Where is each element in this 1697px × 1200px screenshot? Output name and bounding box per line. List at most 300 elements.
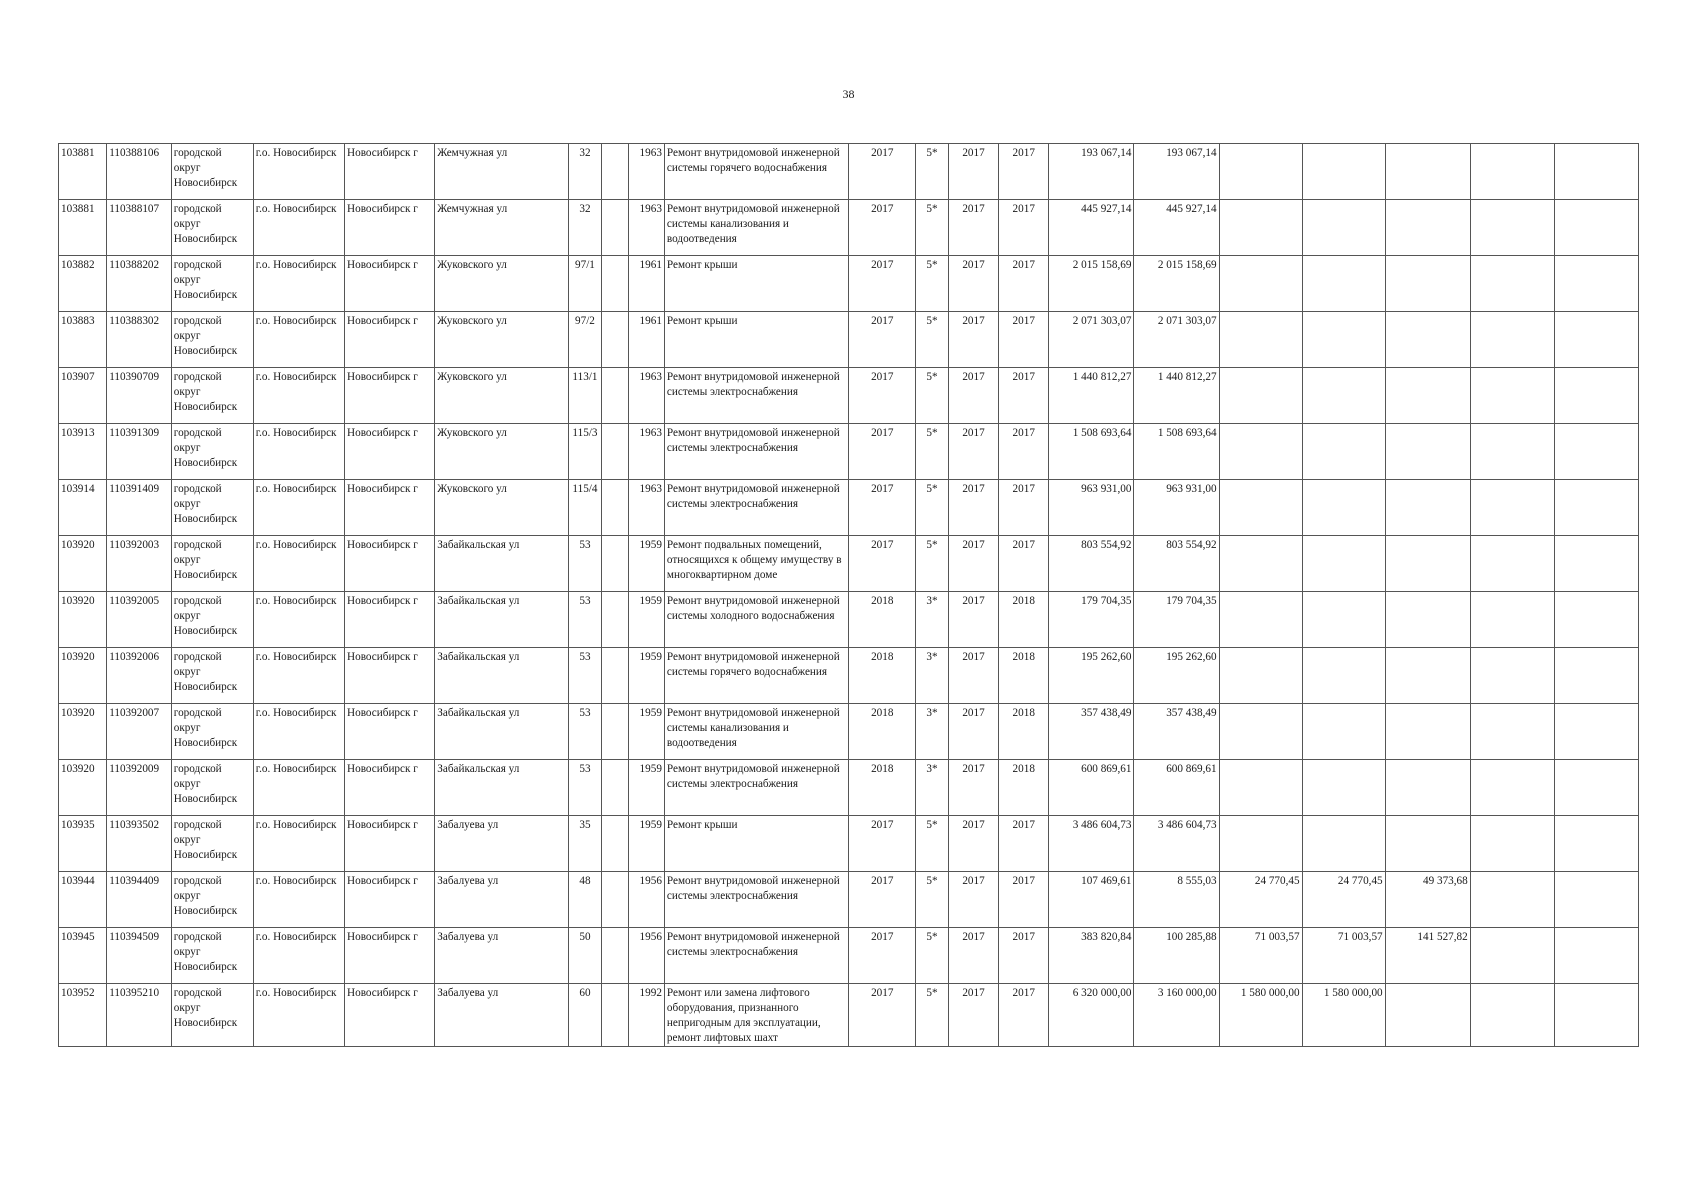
cell-row-id: 103920 bbox=[59, 648, 107, 704]
cell-owners-funds bbox=[1385, 144, 1470, 200]
cell-house-number: 35 bbox=[568, 816, 602, 872]
cell-owners-funds bbox=[1385, 368, 1470, 424]
cell-term: 5* bbox=[916, 424, 949, 480]
cell-row-id: 103881 bbox=[59, 200, 107, 256]
cell-work-type: Ремонт внутридомовой инженерной системы электроснабжения bbox=[664, 480, 849, 536]
cell-local-budget bbox=[1302, 648, 1385, 704]
cell-extra-col-1 bbox=[1470, 648, 1554, 704]
cell-fund-amount: 3 160 000,00 bbox=[1134, 984, 1219, 1047]
table-row bbox=[59, 760, 1639, 816]
cell-house-number: 32 bbox=[568, 144, 602, 200]
table-row bbox=[59, 928, 1639, 984]
cell-owners-funds bbox=[1385, 536, 1470, 592]
cell-local-budget bbox=[1302, 704, 1385, 760]
cell-extra-col-2 bbox=[1554, 480, 1638, 536]
cell-owners-funds: 49 373,68 bbox=[1385, 872, 1470, 928]
repair-program-table bbox=[58, 143, 1639, 1047]
cell-work-type: Ремонт внутридомовой инженерной системы электроснабжения bbox=[664, 928, 849, 984]
cell-district: г.о. Новосибирск bbox=[253, 536, 344, 592]
table-body bbox=[59, 144, 1639, 1047]
cell-owners-funds: 141 527,82 bbox=[1385, 928, 1470, 984]
cell-planned-year: 2017 bbox=[849, 200, 916, 256]
cell-house-number: 97/2 bbox=[568, 312, 602, 368]
cell-work-type: Ремонт или замена лифтового оборудования, признанного непригодным для эксплуатации, ремонт лифтовых шахт bbox=[664, 984, 849, 1047]
table-row bbox=[59, 648, 1639, 704]
cell-local-budget: 1 580 000,00 bbox=[1302, 984, 1385, 1047]
cell-building bbox=[602, 760, 629, 816]
cell-commission-year: 1959 bbox=[629, 760, 665, 816]
cell-end-year: 2017 bbox=[999, 424, 1049, 480]
cell-end-year: 2017 bbox=[999, 368, 1049, 424]
cell-municipality: городской округ Новосибирск bbox=[171, 704, 253, 760]
cell-regional-budget bbox=[1219, 592, 1302, 648]
cell-municipality: городской округ Новосибирск bbox=[171, 984, 253, 1047]
cell-work-type: Ремонт крыши bbox=[664, 816, 849, 872]
cell-local-budget bbox=[1302, 480, 1385, 536]
cell-fund-amount: 963 931,00 bbox=[1134, 480, 1219, 536]
cell-row-id: 103944 bbox=[59, 872, 107, 928]
cell-street: Жуковского ул bbox=[435, 480, 568, 536]
cell-term: 5* bbox=[916, 144, 949, 200]
cell-owners-funds bbox=[1385, 984, 1470, 1047]
cell-term: 5* bbox=[916, 480, 949, 536]
cell-street: Забалуева ул bbox=[435, 872, 568, 928]
cell-work-type: Ремонт внутридомовой инженерной системы горячего водоснабжения bbox=[664, 648, 849, 704]
cell-work-type: Ремонт крыши bbox=[664, 312, 849, 368]
cell-settlement: Новосибирск г bbox=[345, 256, 435, 312]
cell-settlement: Новосибирск г bbox=[345, 312, 435, 368]
cell-local-budget bbox=[1302, 592, 1385, 648]
cell-term: 5* bbox=[916, 368, 949, 424]
cell-house-number: 115/4 bbox=[568, 480, 602, 536]
cell-local-budget: 24 770,45 bbox=[1302, 872, 1385, 928]
cell-total-cost: 3 486 604,73 bbox=[1049, 816, 1134, 872]
cell-extra-col-1 bbox=[1470, 200, 1554, 256]
cell-commission-year: 1992 bbox=[629, 984, 665, 1047]
cell-work-code: 110390709 bbox=[107, 368, 172, 424]
cell-fund-amount: 600 869,61 bbox=[1134, 760, 1219, 816]
cell-fund-amount: 803 554,92 bbox=[1134, 536, 1219, 592]
cell-planned-year: 2017 bbox=[849, 984, 916, 1047]
cell-end-year: 2017 bbox=[999, 480, 1049, 536]
cell-settlement: Новосибирск г bbox=[345, 760, 435, 816]
table-row bbox=[59, 200, 1639, 256]
table-row bbox=[59, 312, 1639, 368]
cell-extra-col-2 bbox=[1554, 928, 1638, 984]
cell-commission-year: 1961 bbox=[629, 256, 665, 312]
cell-total-cost: 193 067,14 bbox=[1049, 144, 1134, 200]
table-row bbox=[59, 424, 1639, 480]
cell-start-year: 2017 bbox=[948, 368, 998, 424]
cell-building bbox=[602, 704, 629, 760]
cell-street: Забайкальская ул bbox=[435, 760, 568, 816]
cell-district: г.о. Новосибирск bbox=[253, 592, 344, 648]
cell-owners-funds bbox=[1385, 592, 1470, 648]
cell-extra-col-1 bbox=[1470, 424, 1554, 480]
cell-settlement: Новосибирск г bbox=[345, 536, 435, 592]
cell-regional-budget bbox=[1219, 200, 1302, 256]
cell-commission-year: 1956 bbox=[629, 872, 665, 928]
cell-regional-budget bbox=[1219, 704, 1302, 760]
table-row bbox=[59, 816, 1639, 872]
cell-total-cost: 179 704,35 bbox=[1049, 592, 1134, 648]
cell-regional-budget: 71 003,57 bbox=[1219, 928, 1302, 984]
cell-row-id: 103920 bbox=[59, 760, 107, 816]
cell-municipality: городской округ Новосибирск bbox=[171, 648, 253, 704]
cell-fund-amount: 179 704,35 bbox=[1134, 592, 1219, 648]
cell-district: г.о. Новосибирск bbox=[253, 984, 344, 1047]
cell-term: 3* bbox=[916, 648, 949, 704]
table-row bbox=[59, 368, 1639, 424]
cell-extra-col-1 bbox=[1470, 984, 1554, 1047]
cell-planned-year: 2017 bbox=[849, 312, 916, 368]
cell-end-year: 2017 bbox=[999, 536, 1049, 592]
cell-house-number: 32 bbox=[568, 200, 602, 256]
cell-regional-budget: 24 770,45 bbox=[1219, 872, 1302, 928]
cell-start-year: 2017 bbox=[948, 872, 998, 928]
cell-start-year: 2017 bbox=[948, 928, 998, 984]
cell-owners-funds bbox=[1385, 200, 1470, 256]
cell-start-year: 2017 bbox=[948, 312, 998, 368]
cell-extra-col-2 bbox=[1554, 256, 1638, 312]
cell-total-cost: 2 015 158,69 bbox=[1049, 256, 1134, 312]
cell-start-year: 2017 bbox=[948, 256, 998, 312]
cell-street: Жемчужная ул bbox=[435, 144, 568, 200]
cell-district: г.о. Новосибирск bbox=[253, 872, 344, 928]
cell-extra-col-2 bbox=[1554, 312, 1638, 368]
cell-commission-year: 1963 bbox=[629, 144, 665, 200]
cell-local-budget bbox=[1302, 312, 1385, 368]
cell-extra-col-1 bbox=[1470, 312, 1554, 368]
cell-extra-col-1 bbox=[1470, 592, 1554, 648]
cell-planned-year: 2017 bbox=[849, 928, 916, 984]
cell-street: Жуковского ул bbox=[435, 424, 568, 480]
cell-municipality: городской округ Новосибирск bbox=[171, 928, 253, 984]
cell-term: 5* bbox=[916, 816, 949, 872]
table-row bbox=[59, 592, 1639, 648]
cell-term: 3* bbox=[916, 592, 949, 648]
cell-work-code: 110392007 bbox=[107, 704, 172, 760]
cell-regional-budget bbox=[1219, 312, 1302, 368]
cell-work-type: Ремонт внутридомовой инженерной системы электроснабжения bbox=[664, 368, 849, 424]
cell-district: г.о. Новосибирск bbox=[253, 256, 344, 312]
cell-house-number: 60 bbox=[568, 984, 602, 1047]
cell-work-code: 110391309 bbox=[107, 424, 172, 480]
cell-district: г.о. Новосибирск bbox=[253, 704, 344, 760]
cell-street: Забайкальская ул bbox=[435, 536, 568, 592]
cell-street: Жуковского ул bbox=[435, 312, 568, 368]
cell-row-id: 103952 bbox=[59, 984, 107, 1047]
cell-commission-year: 1963 bbox=[629, 480, 665, 536]
cell-end-year: 2018 bbox=[999, 648, 1049, 704]
cell-building bbox=[602, 144, 629, 200]
cell-building bbox=[602, 648, 629, 704]
cell-total-cost: 445 927,14 bbox=[1049, 200, 1134, 256]
cell-end-year: 2017 bbox=[999, 256, 1049, 312]
cell-start-year: 2017 bbox=[948, 648, 998, 704]
cell-start-year: 2017 bbox=[948, 984, 998, 1047]
cell-settlement: Новосибирск г bbox=[345, 480, 435, 536]
cell-extra-col-2 bbox=[1554, 368, 1638, 424]
cell-work-code: 110391409 bbox=[107, 480, 172, 536]
cell-settlement: Новосибирск г bbox=[345, 872, 435, 928]
cell-municipality: городской округ Новосибирск bbox=[171, 480, 253, 536]
cell-extra-col-2 bbox=[1554, 200, 1638, 256]
cell-extra-col-1 bbox=[1470, 368, 1554, 424]
cell-row-id: 103920 bbox=[59, 592, 107, 648]
cell-work-type: Ремонт внутридомовой инженерной системы горячего водоснабжения bbox=[664, 144, 849, 200]
cell-total-cost: 6 320 000,00 bbox=[1049, 984, 1134, 1047]
cell-end-year: 2017 bbox=[999, 984, 1049, 1047]
cell-total-cost: 963 931,00 bbox=[1049, 480, 1134, 536]
cell-district: г.о. Новосибирск bbox=[253, 368, 344, 424]
cell-work-code: 110388202 bbox=[107, 256, 172, 312]
cell-work-code: 110392003 bbox=[107, 536, 172, 592]
cell-total-cost: 195 262,60 bbox=[1049, 648, 1134, 704]
cell-start-year: 2017 bbox=[948, 200, 998, 256]
cell-planned-year: 2017 bbox=[849, 872, 916, 928]
cell-municipality: городской округ Новосибирск bbox=[171, 816, 253, 872]
cell-end-year: 2018 bbox=[999, 592, 1049, 648]
cell-building bbox=[602, 200, 629, 256]
cell-settlement: Новосибирск г bbox=[345, 816, 435, 872]
cell-work-code: 110388302 bbox=[107, 312, 172, 368]
cell-regional-budget bbox=[1219, 368, 1302, 424]
table-row bbox=[59, 984, 1639, 1047]
table-row bbox=[59, 704, 1639, 760]
cell-house-number: 53 bbox=[568, 536, 602, 592]
cell-building bbox=[602, 312, 629, 368]
cell-local-budget bbox=[1302, 816, 1385, 872]
cell-district: г.о. Новосибирск bbox=[253, 200, 344, 256]
cell-term: 3* bbox=[916, 760, 949, 816]
cell-regional-budget bbox=[1219, 480, 1302, 536]
cell-term: 3* bbox=[916, 704, 949, 760]
cell-start-year: 2017 bbox=[948, 592, 998, 648]
cell-commission-year: 1959 bbox=[629, 704, 665, 760]
cell-district: г.о. Новосибирск bbox=[253, 816, 344, 872]
cell-work-code: 110395210 bbox=[107, 984, 172, 1047]
cell-street: Забайкальская ул bbox=[435, 648, 568, 704]
cell-fund-amount: 2 015 158,69 bbox=[1134, 256, 1219, 312]
cell-term: 5* bbox=[916, 256, 949, 312]
cell-end-year: 2018 bbox=[999, 760, 1049, 816]
cell-commission-year: 1961 bbox=[629, 312, 665, 368]
cell-planned-year: 2017 bbox=[849, 256, 916, 312]
cell-end-year: 2017 bbox=[999, 312, 1049, 368]
cell-row-id: 103907 bbox=[59, 368, 107, 424]
cell-extra-col-1 bbox=[1470, 144, 1554, 200]
cell-planned-year: 2017 bbox=[849, 368, 916, 424]
cell-extra-col-2 bbox=[1554, 816, 1638, 872]
cell-term: 5* bbox=[916, 536, 949, 592]
cell-house-number: 53 bbox=[568, 760, 602, 816]
cell-extra-col-1 bbox=[1470, 480, 1554, 536]
cell-total-cost: 383 820,84 bbox=[1049, 928, 1134, 984]
cell-planned-year: 2018 bbox=[849, 704, 916, 760]
cell-building bbox=[602, 368, 629, 424]
cell-street: Жуковского ул bbox=[435, 368, 568, 424]
cell-building bbox=[602, 872, 629, 928]
cell-district: г.о. Новосибирск bbox=[253, 312, 344, 368]
cell-local-budget bbox=[1302, 368, 1385, 424]
cell-municipality: городской округ Новосибирск bbox=[171, 200, 253, 256]
cell-extra-col-1 bbox=[1470, 536, 1554, 592]
cell-work-type: Ремонт внутридомовой инженерной системы электроснабжения bbox=[664, 424, 849, 480]
cell-municipality: городской округ Новосибирск bbox=[171, 760, 253, 816]
cell-owners-funds bbox=[1385, 480, 1470, 536]
cell-regional-budget bbox=[1219, 760, 1302, 816]
cell-planned-year: 2017 bbox=[849, 144, 916, 200]
cell-municipality: городской округ Новосибирск bbox=[171, 312, 253, 368]
cell-total-cost: 107 469,61 bbox=[1049, 872, 1134, 928]
cell-total-cost: 1 440 812,27 bbox=[1049, 368, 1134, 424]
cell-local-budget bbox=[1302, 760, 1385, 816]
cell-row-id: 103913 bbox=[59, 424, 107, 480]
cell-row-id: 103920 bbox=[59, 536, 107, 592]
cell-regional-budget bbox=[1219, 536, 1302, 592]
cell-municipality: городской округ Новосибирск bbox=[171, 144, 253, 200]
cell-extra-col-2 bbox=[1554, 536, 1638, 592]
table-row bbox=[59, 536, 1639, 592]
cell-extra-col-2 bbox=[1554, 704, 1638, 760]
cell-extra-col-2 bbox=[1554, 424, 1638, 480]
cell-commission-year: 1963 bbox=[629, 424, 665, 480]
cell-commission-year: 1963 bbox=[629, 200, 665, 256]
cell-commission-year: 1959 bbox=[629, 648, 665, 704]
cell-street: Забалуева ул bbox=[435, 984, 568, 1047]
cell-planned-year: 2018 bbox=[849, 760, 916, 816]
cell-district: г.о. Новосибирск bbox=[253, 648, 344, 704]
cell-work-type: Ремонт подвальных помещений, относящихся к общему имуществу в многоквартирном доме bbox=[664, 536, 849, 592]
cell-work-code: 110388107 bbox=[107, 200, 172, 256]
cell-fund-amount: 193 067,14 bbox=[1134, 144, 1219, 200]
cell-municipality: городской округ Новосибирск bbox=[171, 592, 253, 648]
cell-settlement: Новосибирск г bbox=[345, 984, 435, 1047]
cell-extra-col-1 bbox=[1470, 872, 1554, 928]
cell-fund-amount: 1 440 812,27 bbox=[1134, 368, 1219, 424]
cell-extra-col-2 bbox=[1554, 984, 1638, 1047]
cell-fund-amount: 2 071 303,07 bbox=[1134, 312, 1219, 368]
cell-building bbox=[602, 984, 629, 1047]
cell-regional-budget bbox=[1219, 256, 1302, 312]
cell-house-number: 53 bbox=[568, 592, 602, 648]
cell-row-id: 103920 bbox=[59, 704, 107, 760]
cell-end-year: 2017 bbox=[999, 872, 1049, 928]
cell-work-type: Ремонт внутридомовой инженерной системы электроснабжения bbox=[664, 872, 849, 928]
cell-term: 5* bbox=[916, 928, 949, 984]
cell-work-code: 110392009 bbox=[107, 760, 172, 816]
cell-commission-year: 1956 bbox=[629, 928, 665, 984]
cell-house-number: 113/1 bbox=[568, 368, 602, 424]
cell-work-code: 110394509 bbox=[107, 928, 172, 984]
cell-regional-budget bbox=[1219, 648, 1302, 704]
cell-regional-budget bbox=[1219, 144, 1302, 200]
cell-owners-funds bbox=[1385, 256, 1470, 312]
cell-planned-year: 2018 bbox=[849, 648, 916, 704]
cell-planned-year: 2017 bbox=[849, 424, 916, 480]
cell-start-year: 2017 bbox=[948, 816, 998, 872]
cell-owners-funds bbox=[1385, 648, 1470, 704]
cell-work-type: Ремонт внутридомовой инженерной системы канализования и водоотведения bbox=[664, 704, 849, 760]
cell-settlement: Новосибирск г bbox=[345, 928, 435, 984]
cell-building bbox=[602, 592, 629, 648]
cell-settlement: Новосибирск г bbox=[345, 648, 435, 704]
table-row bbox=[59, 256, 1639, 312]
cell-total-cost: 2 071 303,07 bbox=[1049, 312, 1134, 368]
cell-row-id: 103914 bbox=[59, 480, 107, 536]
cell-start-year: 2017 bbox=[948, 704, 998, 760]
cell-settlement: Новосибирск г bbox=[345, 424, 435, 480]
cell-extra-col-2 bbox=[1554, 144, 1638, 200]
cell-end-year: 2017 bbox=[999, 928, 1049, 984]
cell-extra-col-1 bbox=[1470, 704, 1554, 760]
cell-house-number: 48 bbox=[568, 872, 602, 928]
cell-total-cost: 1 508 693,64 bbox=[1049, 424, 1134, 480]
cell-end-year: 2017 bbox=[999, 816, 1049, 872]
cell-commission-year: 1959 bbox=[629, 536, 665, 592]
cell-work-code: 110394409 bbox=[107, 872, 172, 928]
cell-street: Жемчужная ул bbox=[435, 200, 568, 256]
cell-start-year: 2017 bbox=[948, 144, 998, 200]
cell-start-year: 2017 bbox=[948, 424, 998, 480]
cell-building bbox=[602, 256, 629, 312]
cell-building bbox=[602, 536, 629, 592]
page-number: 38 bbox=[842, 87, 855, 101]
cell-extra-col-1 bbox=[1470, 928, 1554, 984]
cell-owners-funds bbox=[1385, 704, 1470, 760]
cell-building bbox=[602, 816, 629, 872]
cell-municipality: городской округ Новосибирск bbox=[171, 536, 253, 592]
cell-planned-year: 2017 bbox=[849, 816, 916, 872]
cell-work-code: 110392005 bbox=[107, 592, 172, 648]
cell-street: Жуковского ул bbox=[435, 256, 568, 312]
cell-house-number: 50 bbox=[568, 928, 602, 984]
cell-term: 5* bbox=[916, 872, 949, 928]
cell-building bbox=[602, 928, 629, 984]
cell-term: 5* bbox=[916, 312, 949, 368]
cell-work-type: Ремонт внутридомовой инженерной системы канализования и водоотведения bbox=[664, 200, 849, 256]
cell-work-type: Ремонт внутридомовой инженерной системы холодного водоснабжения bbox=[664, 592, 849, 648]
cell-work-code: 110393502 bbox=[107, 816, 172, 872]
cell-work-type: Ремонт крыши bbox=[664, 256, 849, 312]
cell-extra-col-2 bbox=[1554, 872, 1638, 928]
cell-end-year: 2017 bbox=[999, 144, 1049, 200]
cell-district: г.о. Новосибирск bbox=[253, 760, 344, 816]
cell-municipality: городской округ Новосибирск bbox=[171, 256, 253, 312]
cell-end-year: 2017 bbox=[999, 200, 1049, 256]
table-row bbox=[59, 872, 1639, 928]
cell-settlement: Новосибирск г bbox=[345, 368, 435, 424]
cell-district: г.о. Новосибирск bbox=[253, 928, 344, 984]
cell-house-number: 53 bbox=[568, 704, 602, 760]
cell-extra-col-1 bbox=[1470, 816, 1554, 872]
table-row bbox=[59, 144, 1639, 200]
cell-district: г.о. Новосибирск bbox=[253, 144, 344, 200]
cell-commission-year: 1959 bbox=[629, 592, 665, 648]
cell-settlement: Новосибирск г bbox=[345, 592, 435, 648]
cell-total-cost: 600 869,61 bbox=[1049, 760, 1134, 816]
cell-planned-year: 2017 bbox=[849, 480, 916, 536]
cell-municipality: городской округ Новосибирск bbox=[171, 368, 253, 424]
cell-extra-col-1 bbox=[1470, 760, 1554, 816]
cell-total-cost: 803 554,92 bbox=[1049, 536, 1134, 592]
cell-municipality: городской округ Новосибирск bbox=[171, 872, 253, 928]
cell-municipality: городской округ Новосибирск bbox=[171, 424, 253, 480]
cell-district: г.о. Новосибирск bbox=[253, 480, 344, 536]
cell-house-number: 53 bbox=[568, 648, 602, 704]
cell-owners-funds bbox=[1385, 312, 1470, 368]
